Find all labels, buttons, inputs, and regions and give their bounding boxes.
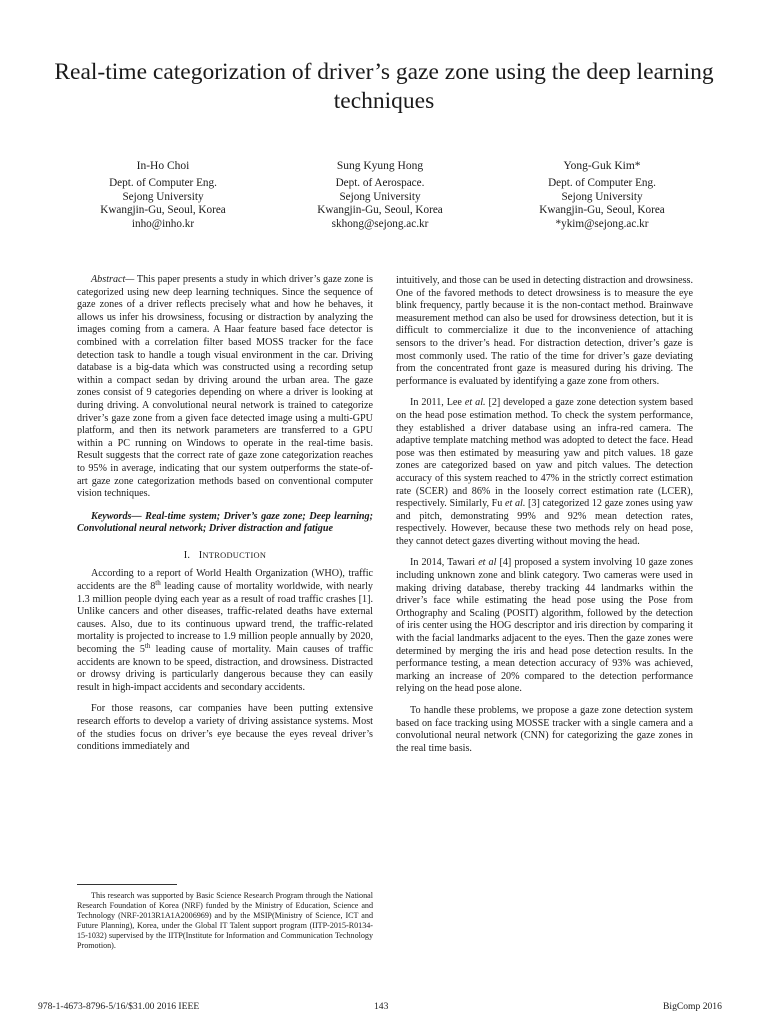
- intro-paragraph-2: For those reasons, car companies have been putting extensive research efforts to develop a variety of driving assistance systems. Most of the studies focus on driver’s eye because the eyes reveal driver’s conditions immediately and: [77, 703, 373, 753]
- intro-paragraph-3: intuitively, and those can be used in detecting distraction and drowsiness. One of the favored methods to detect drowsiness is to measure the eye blink frequency, partly because it is the non-contact method. Brainwave measurement method can also be used for drowsiness detection, but it is difficult to commercialize it due to the inconvenience of attaching sensors to the driver’s head. For distraction detection, driver’s gaze is most commonly used. The ratio of the time for driver’s gaze deviating from the concentrated front gaze is measured during his driving. The performance is evaluated by identifying a gaze zone from others.: [396, 275, 693, 387]
- abstract: [77, 274, 373, 501]
- right-column: [396, 275, 693, 755]
- author-email: *ykim@sejong.ac.kr: [555, 218, 649, 231]
- section-heading-introduction: [77, 550, 373, 563]
- italic-run: et al.: [464, 397, 486, 409]
- author-location: Kwangjin-Gu, Seoul, Korea: [317, 204, 443, 217]
- intro-paragraph-4: [396, 397, 693, 548]
- left-column: [77, 274, 373, 754]
- intro-paragraph-6: To handle these problems, we propose a gaze zone detection system based on face tracking using MOSSE tracker with a single camera and a convolutional neural network (CNN) for categorizing the gaze zones in the real time basis.: [396, 705, 693, 754]
- footer-isbn: 978-1-4673-8796-5/16/$31.00 2016 IEEE: [38, 1001, 200, 1012]
- author-block-3: [512, 160, 692, 232]
- intro-paragraph-1: [77, 568, 373, 694]
- footer-conference: BigComp 2016: [663, 1001, 722, 1012]
- author-block-2: [290, 160, 470, 232]
- superscript: th: [155, 579, 161, 588]
- text-run: In 2014, Tawari: [410, 557, 479, 569]
- paper-title: Real-time categorization of driver’s gaze zone using the deep learning techniques: [54, 59, 714, 114]
- intro-paragraph-5: [396, 557, 693, 696]
- author-name: Sung Kyung Hong: [336, 160, 424, 172]
- author-name: Yong-Guk Kim*: [563, 160, 641, 172]
- author-location: Kwangjin-Gu, Seoul, Korea: [539, 204, 665, 217]
- abstract-text: This paper presents a study in which driver’s gaze zone is categorized using new deep learning techniques. Since the sequence of gaze zones of a driver reflects precisely what and how he behaves, it allows us infer his drowsiness, focusing or distraction by analyzing the images coming from a camera. A Haar feature based face detector is combined with a correlation filter based MOSS tracker for the face detection task to handle a tough visual environment in the car. Driving database is a big-data which was constructed using a recording setup within a compact sedan by driving around the urban area. The gaze zones consist of 9 categories depending on where a driver is looking at during driving. A convolutional neural network is trained to categorize driver’s gaze zone from a given face detected image using a multi-GPU platform, and then its network parameters are transferred to a GPU within a PC running on Windows to operate in the real-time basis. Result suggests that the correct rate of gaze zone categorization reaches to 95% in average, indicating that our system outperforms the state-of-art gaze zone categorization methods based on conventional computer vision techniques.: [77, 274, 373, 500]
- text-run: [4] proposed a system involving 10 gaze zones including unknown zone and blink category. Two cameras were used in making driving database, thereby tracking 44 landmarks within the driver’s face while estimating the head pose using the Pose from Orthography and Scaling (POSIT) algorithm, followed by the detection of iris center using the HOG descriptor and iris direction by comparing it with the facial landmarks adjacent to the eyes. Then the gaze zones were determined by merging the iris and head pose detection results. In the performance testing, a mean detection accuracy of 93% was achieved, marking an increase of 20% compared to the detection performance relying on the head pose alone.: [396, 557, 693, 695]
- superscript: th: [144, 642, 151, 651]
- footer-page-number: 143: [374, 1001, 389, 1012]
- text-run: [2] developed a gaze zone detection system based on the head pose estimation method. To check the system performance, they established a driver database using an infra-red camera. The adaptive template matching method was adopted to detect the face. Head pose was then estimated by measuring yaw and pitch values. 18 gaze zones are categorized based on yaw and pitch values. The detection accuracy of this system reached to 47% in the strictly correct estimation rate (SCER) and 86% in the loosely correct estimation rate (LCER), respectively. Similarly, Fu: [396, 397, 694, 510]
- keywords: [77, 511, 373, 536]
- italic-run: et al.: [505, 498, 526, 510]
- author-block-1: [78, 160, 248, 232]
- author-university: Sejong University: [122, 190, 204, 203]
- text-run: In 2011, Lee: [410, 397, 465, 409]
- abstract-label: Abstract—: [91, 274, 135, 285]
- italic-run: et al: [478, 557, 497, 569]
- author-university: Sejong University: [339, 190, 421, 203]
- author-dept: Dept. of Aerospace.: [335, 176, 425, 189]
- footnote-divider: [77, 884, 177, 885]
- author-dept: Dept. of Computer Eng.: [109, 176, 217, 189]
- text-run: According to a report of World Health Organization (WHO), traffic accidents are the 8: [77, 568, 373, 593]
- funding-footnote: This research was supported by Basic Science Research Program through the National Research Foundation of Korea (NRF) funded by the Ministry of Education, Science and Technology (NRF-2013R1A1A2006969) and by the MSIP(Ministry of Science, ICT and Future Planning), Korea, under the Global IT Talent support program (IITP-2015-R0134-15-1032) supervised by the IITP(Institute for Information and Communication Technology Promotion).: [77, 891, 373, 950]
- section-number: I.: [183, 549, 191, 561]
- author-name: In-Ho Choi: [136, 160, 190, 172]
- section-title-rest: NTRODUCTION: [202, 550, 267, 560]
- author-location: Kwangjin-Gu, Seoul, Korea: [100, 204, 226, 217]
- section-first-letter: I: [198, 549, 203, 561]
- text-run: [3] categorized 12 gaze zones using yaw and pitch, demonstrating 99% and 92% mean detection rates, respectively. However, because these two methods rely on head pose, they cannot detect gazes diverting without moving the head.: [396, 498, 693, 547]
- keywords-label: Keywords—: [91, 510, 142, 522]
- author-university: Sejong University: [561, 190, 643, 203]
- author-email: inho@inho.kr: [131, 218, 195, 231]
- keywords-text: Real-time system; Driver’s gaze zone; Deep learning; Convolutional neural network; Driver distraction and fatigue: [77, 510, 373, 535]
- author-email: skhong@sejong.ac.kr: [331, 218, 429, 231]
- text-run: leading cause of mortality worldwide, with nearly 1.3 million people dying each year as a result of road traffic crashes [1]. Unlike cancers and other diseases, traffic-related deaths have external causes. Also, due to its continuous upward trend, the traffic-related mortality is projected to increase to 1.9 million people annually by 2020, becoming the 5: [77, 581, 373, 656]
- author-dept: Dept. of Computer Eng.: [548, 176, 656, 189]
- text-run: leading cause of mortality. Main causes of traffic accidents are known to be speed, distraction, and drowsiness. Distracted or drowsy driving is particularly dangerous because they can easily result in high-impact accidents and secondary accidents.: [77, 644, 373, 693]
